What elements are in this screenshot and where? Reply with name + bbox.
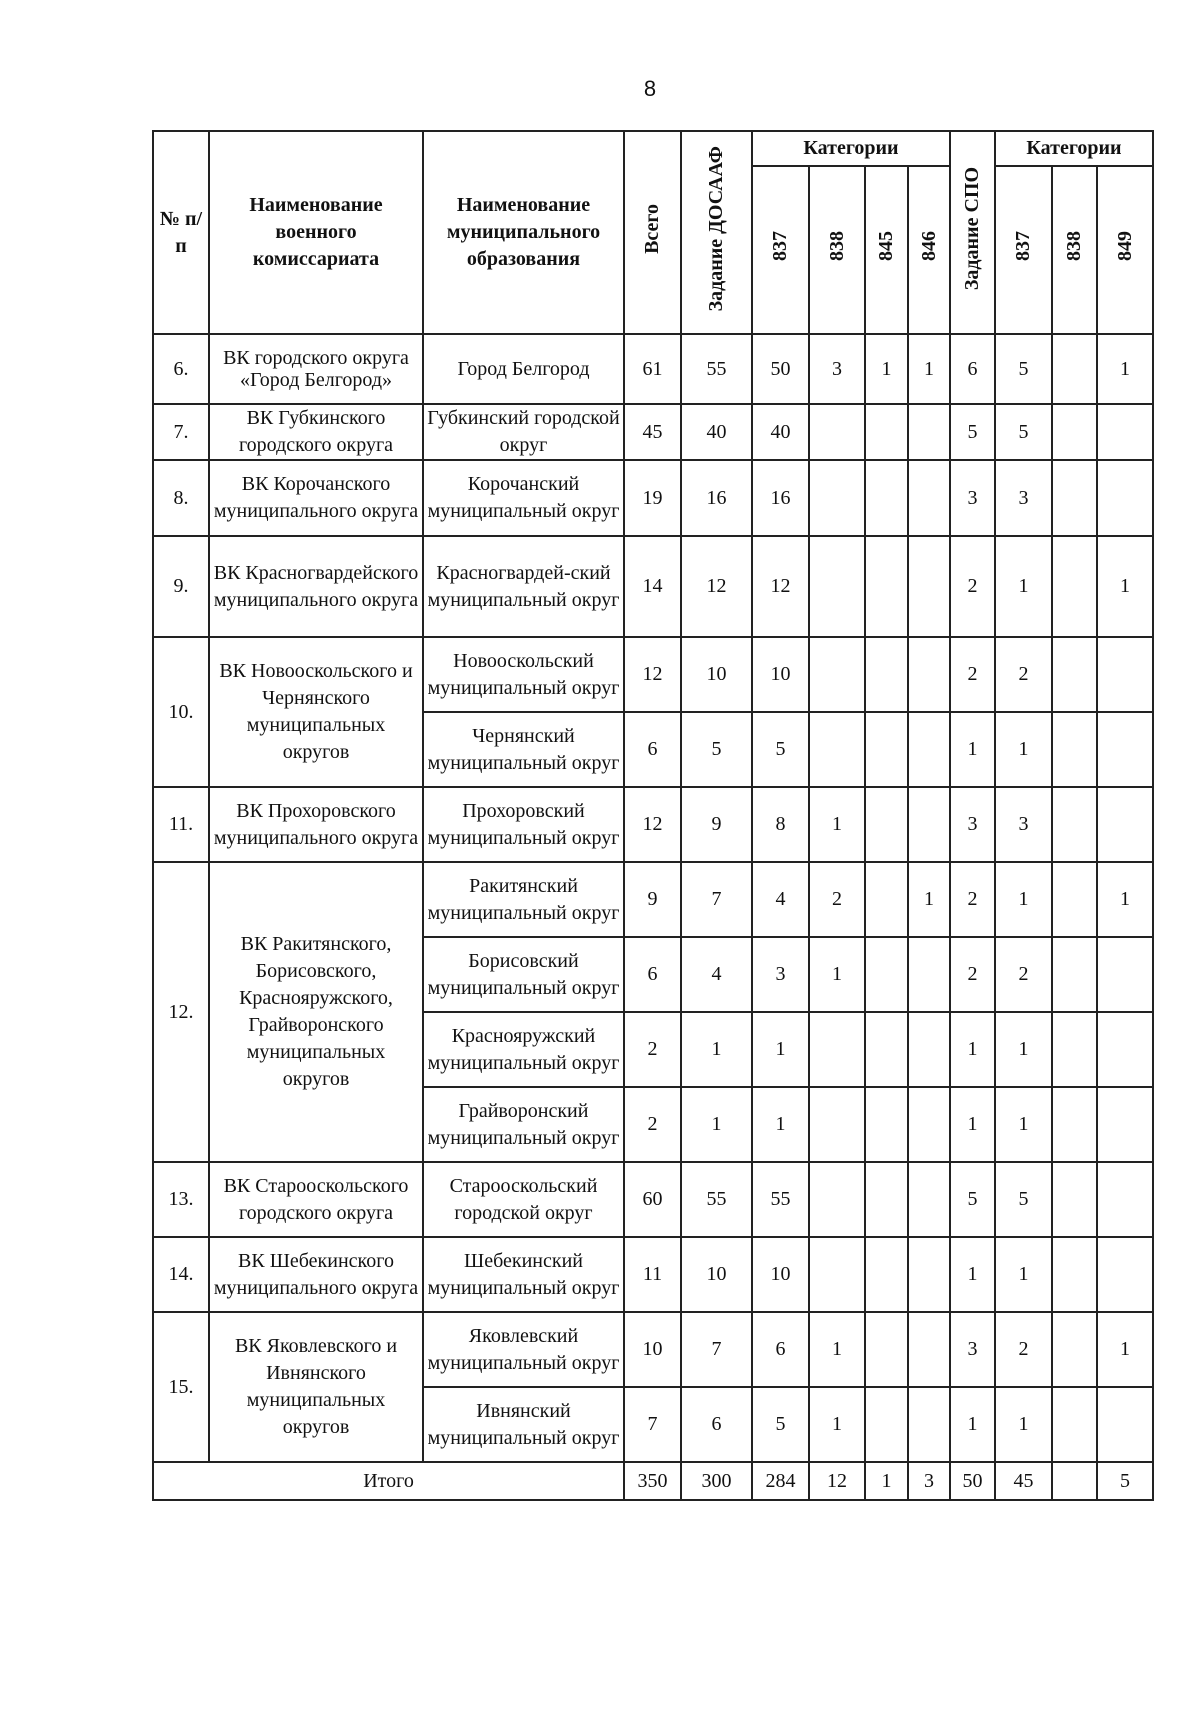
cell-spo: 1 — [950, 1387, 995, 1462]
vk-name: ВК Губкинского городского округа — [209, 404, 423, 460]
cell-s838 — [1052, 1237, 1097, 1312]
cell-c846 — [908, 404, 950, 460]
row-number: 7. — [153, 404, 209, 460]
cell-c837: 12 — [752, 536, 809, 637]
cell-s838 — [1052, 460, 1097, 536]
mo-name: Красногвардей-ский муниципальный округ — [423, 536, 624, 637]
cell-c838: 1 — [809, 1312, 865, 1387]
totals-label: Итого — [153, 1462, 624, 1500]
header-total — [624, 131, 681, 334]
cell-s849 — [1097, 712, 1153, 787]
vk-name: ВК Прохоровского муниципального округа — [209, 787, 423, 862]
total-total: 350 — [624, 1462, 681, 1500]
cell-spo: 2 — [950, 937, 995, 1012]
cell-c846 — [908, 536, 950, 637]
cell-total: 2 — [624, 1087, 681, 1162]
cell-c845 — [865, 787, 908, 862]
cell-total: 45 — [624, 404, 681, 460]
cell-s838 — [1052, 637, 1097, 712]
cell-c838: 3 — [809, 334, 865, 404]
cell-dosaaf: 55 — [681, 1162, 752, 1237]
cell-spo: 2 — [950, 637, 995, 712]
mo-name: Краснояружский муниципальный округ — [423, 1012, 624, 1087]
cell-dosaaf: 10 — [681, 1237, 752, 1312]
cell-c837: 55 — [752, 1162, 809, 1237]
cell-c845 — [865, 404, 908, 460]
vk-name: ВК Корочанского муниципального округа — [209, 460, 423, 536]
header-dosaaf-categories: Категории — [752, 131, 950, 166]
cell-c845 — [865, 1087, 908, 1162]
table-row — [153, 1162, 1153, 1237]
cell-c837: 8 — [752, 787, 809, 862]
cell-s837: 1 — [995, 1237, 1052, 1312]
header-number: № п/п — [153, 131, 209, 334]
cell-s837: 3 — [995, 787, 1052, 862]
cell-s837: 5 — [995, 404, 1052, 460]
cell-c837: 6 — [752, 1312, 809, 1387]
cell-total: 10 — [624, 1312, 681, 1387]
cell-total: 9 — [624, 862, 681, 937]
cell-c846 — [908, 637, 950, 712]
cell-s849: 1 — [1097, 1312, 1153, 1387]
cell-spo: 2 — [950, 862, 995, 937]
cell-dosaaf: 10 — [681, 637, 752, 712]
cell-c837: 5 — [752, 1387, 809, 1462]
cell-total: 14 — [624, 536, 681, 637]
cell-s837: 5 — [995, 334, 1052, 404]
cell-spo: 1 — [950, 712, 995, 787]
cell-total: 11 — [624, 1237, 681, 1312]
cell-s838 — [1052, 1387, 1097, 1462]
table-row — [153, 404, 1153, 460]
total-s849: 5 — [1097, 1462, 1153, 1500]
total-c838: 12 — [809, 1462, 865, 1500]
cell-s849: 1 — [1097, 536, 1153, 637]
cell-c837: 40 — [752, 404, 809, 460]
vk-name: ВК Новооскольского и Чернянского муниципальных округов — [209, 637, 423, 787]
header-dosaaf-task — [681, 131, 752, 334]
cell-c837: 10 — [752, 1237, 809, 1312]
vk-name: ВК Шебекинского муниципального округа — [209, 1237, 423, 1312]
header-category-label: 845 — [875, 231, 897, 261]
cell-s838 — [1052, 334, 1097, 404]
cell-spo: 1 — [950, 1237, 995, 1312]
mo-name: Ивнянский муниципальный округ — [423, 1387, 624, 1462]
cell-s849 — [1097, 637, 1153, 712]
cell-s837: 2 — [995, 1312, 1052, 1387]
cell-dosaaf: 5 — [681, 712, 752, 787]
vk-name: ВК Красногвардейского муниципального округа — [209, 536, 423, 637]
header-category-label: 837 — [769, 231, 791, 261]
recruitment-table — [152, 130, 1154, 1501]
cell-c838 — [809, 460, 865, 536]
row-number: 11. — [153, 787, 209, 862]
header-dosaaf-task-label: Задание ДОСААФ — [705, 145, 727, 312]
cell-s838 — [1052, 536, 1097, 637]
cell-c838 — [809, 637, 865, 712]
header-mo-name: Наименование муниципального образования — [423, 131, 624, 334]
cell-s838 — [1052, 1012, 1097, 1087]
cell-c837: 1 — [752, 1087, 809, 1162]
cell-c837: 16 — [752, 460, 809, 536]
cell-c838 — [809, 404, 865, 460]
table-row — [153, 1312, 1153, 1387]
mo-name: Грайворонский муниципальный округ — [423, 1087, 624, 1162]
header-category — [865, 166, 908, 334]
cell-s837: 1 — [995, 536, 1052, 637]
cell-c846 — [908, 1012, 950, 1087]
cell-c845 — [865, 1012, 908, 1087]
mo-name: Яковлевский муниципальный округ — [423, 1312, 624, 1387]
cell-c845 — [865, 1162, 908, 1237]
cell-c846 — [908, 1237, 950, 1312]
table-row — [153, 1237, 1153, 1312]
cell-s849 — [1097, 1162, 1153, 1237]
cell-spo: 5 — [950, 1162, 995, 1237]
total-c845: 1 — [865, 1462, 908, 1500]
cell-dosaaf: 16 — [681, 460, 752, 536]
cell-s838 — [1052, 787, 1097, 862]
table-row — [153, 637, 1153, 712]
cell-c845 — [865, 1237, 908, 1312]
header-category — [752, 166, 809, 334]
cell-c845: 1 — [865, 334, 908, 404]
cell-s837: 2 — [995, 637, 1052, 712]
cell-c846 — [908, 712, 950, 787]
cell-c846 — [908, 1312, 950, 1387]
total-dosaaf: 300 — [681, 1462, 752, 1500]
cell-c837: 10 — [752, 637, 809, 712]
cell-c838: 2 — [809, 862, 865, 937]
cell-c845 — [865, 460, 908, 536]
mo-name: Шебекинский муниципальный округ — [423, 1237, 624, 1312]
header-category-label: 837 — [1012, 231, 1034, 261]
cell-c845 — [865, 1312, 908, 1387]
totals-row — [153, 1462, 1153, 1500]
cell-total: 7 — [624, 1387, 681, 1462]
cell-s849 — [1097, 937, 1153, 1012]
header-category — [908, 166, 950, 334]
cell-s837: 2 — [995, 937, 1052, 1012]
header-category-label: 846 — [917, 231, 940, 261]
cell-total: 2 — [624, 1012, 681, 1087]
total-s838 — [1052, 1462, 1097, 1500]
vk-name: ВК Старооскольского городского округа — [209, 1162, 423, 1237]
table-row — [153, 334, 1153, 404]
row-number: 8. — [153, 460, 209, 536]
cell-c838 — [809, 712, 865, 787]
cell-c845 — [865, 862, 908, 937]
total-c846: 3 — [908, 1462, 950, 1500]
cell-c838: 1 — [809, 937, 865, 1012]
cell-dosaaf: 7 — [681, 1312, 752, 1387]
cell-c845 — [865, 712, 908, 787]
header-category — [1097, 166, 1153, 334]
cell-s849 — [1097, 787, 1153, 862]
cell-spo: 6 — [950, 334, 995, 404]
cell-s838 — [1052, 1312, 1097, 1387]
cell-c838: 1 — [809, 1387, 865, 1462]
cell-s849 — [1097, 460, 1153, 536]
cell-c838 — [809, 1237, 865, 1312]
cell-c838 — [809, 536, 865, 637]
cell-c845 — [865, 637, 908, 712]
cell-s849 — [1097, 1012, 1153, 1087]
vk-name: ВК Яковлевского и Ивнянского муниципальных округов — [209, 1312, 423, 1462]
header-category — [1052, 166, 1097, 334]
row-number: 13. — [153, 1162, 209, 1237]
table-row — [153, 862, 1153, 937]
cell-total: 6 — [624, 712, 681, 787]
mo-name: Ракитянский муниципальный округ — [423, 862, 624, 937]
vk-name: ВК Ракитянского, Борисовского, Краснояружского, Грайворонского муниципальных округов — [209, 862, 423, 1162]
cell-total: 60 — [624, 1162, 681, 1237]
cell-c838 — [809, 1012, 865, 1087]
cell-c846 — [908, 460, 950, 536]
cell-s849: 1 — [1097, 862, 1153, 937]
cell-spo: 3 — [950, 1312, 995, 1387]
cell-spo: 3 — [950, 460, 995, 536]
cell-s837: 5 — [995, 1162, 1052, 1237]
cell-s849 — [1097, 1237, 1153, 1312]
total-s837: 45 — [995, 1462, 1052, 1500]
cell-s849 — [1097, 404, 1153, 460]
cell-spo: 2 — [950, 536, 995, 637]
cell-total: 12 — [624, 637, 681, 712]
row-number: 6. — [153, 334, 209, 404]
cell-s838 — [1052, 404, 1097, 460]
cell-spo: 5 — [950, 404, 995, 460]
cell-s837: 1 — [995, 1012, 1052, 1087]
cell-dosaaf: 1 — [681, 1012, 752, 1087]
cell-c846 — [908, 1087, 950, 1162]
total-spo: 50 — [950, 1462, 995, 1500]
mo-name: Город Белгород — [423, 334, 624, 404]
header-spo-task — [950, 131, 995, 334]
cell-c838 — [809, 1162, 865, 1237]
cell-s849 — [1097, 1387, 1153, 1462]
header-category-label: 838 — [1063, 231, 1085, 261]
cell-c837: 1 — [752, 1012, 809, 1087]
vk-name: ВК городского округа «Город Белгород» — [209, 334, 423, 404]
header-category-label: 838 — [825, 231, 848, 261]
cell-c837: 4 — [752, 862, 809, 937]
cell-s837: 1 — [995, 1387, 1052, 1462]
cell-dosaaf: 55 — [681, 334, 752, 404]
cell-s849 — [1097, 1087, 1153, 1162]
cell-total: 6 — [624, 937, 681, 1012]
header-total-label: Всего — [641, 203, 663, 254]
cell-s837: 1 — [995, 712, 1052, 787]
row-number: 12. — [153, 862, 209, 1162]
row-number: 14. — [153, 1237, 209, 1312]
cell-total: 61 — [624, 334, 681, 404]
cell-spo: 3 — [950, 787, 995, 862]
table-row — [153, 787, 1153, 862]
cell-c845 — [865, 536, 908, 637]
cell-c837: 3 — [752, 937, 809, 1012]
cell-total: 12 — [624, 787, 681, 862]
cell-s849: 1 — [1097, 334, 1153, 404]
cell-s838 — [1052, 712, 1097, 787]
cell-dosaaf: 4 — [681, 937, 752, 1012]
cell-dosaaf: 6 — [681, 1387, 752, 1462]
cell-c838: 1 — [809, 787, 865, 862]
mo-name: Новооскольский муниципальный округ — [423, 637, 624, 712]
header-spo-task-label: Задание СПО — [961, 166, 983, 291]
header-category — [995, 166, 1052, 334]
cell-s837: 3 — [995, 460, 1052, 536]
row-number: 15. — [153, 1312, 209, 1462]
cell-spo: 1 — [950, 1012, 995, 1087]
table-row — [153, 536, 1153, 637]
cell-s838 — [1052, 1087, 1097, 1162]
mo-name: Старооскольский городской округ — [423, 1162, 624, 1237]
cell-dosaaf: 7 — [681, 862, 752, 937]
cell-c846: 1 — [908, 862, 950, 937]
page-number: 8 — [643, 76, 657, 101]
cell-c846 — [908, 787, 950, 862]
cell-dosaaf: 9 — [681, 787, 752, 862]
header-spo-categories: Категории — [995, 131, 1153, 166]
cell-dosaaf: 12 — [681, 536, 752, 637]
cell-s837: 1 — [995, 862, 1052, 937]
cell-s837: 1 — [995, 1087, 1052, 1162]
total-c837: 284 — [752, 1462, 809, 1500]
cell-c845 — [865, 937, 908, 1012]
mo-name: Корочанский муниципальный округ — [423, 460, 624, 536]
cell-c846 — [908, 1387, 950, 1462]
cell-c846 — [908, 1162, 950, 1237]
cell-s838 — [1052, 1162, 1097, 1237]
row-number: 10. — [153, 637, 209, 787]
cell-s838 — [1052, 862, 1097, 937]
cell-c846: 1 — [908, 334, 950, 404]
mo-name: Чернянский муниципальный округ — [423, 712, 624, 787]
header-category — [809, 166, 865, 334]
cell-total: 19 — [624, 460, 681, 536]
cell-dosaaf: 1 — [681, 1087, 752, 1162]
cell-spo: 1 — [950, 1087, 995, 1162]
cell-dosaaf: 40 — [681, 404, 752, 460]
table-body — [153, 334, 1153, 1500]
cell-c846 — [908, 937, 950, 1012]
table-row — [153, 460, 1153, 536]
header-category-label: 849 — [1113, 231, 1136, 261]
cell-c838 — [809, 1087, 865, 1162]
row-number: 9. — [153, 536, 209, 637]
cell-c837: 50 — [752, 334, 809, 404]
cell-c837: 5 — [752, 712, 809, 787]
mo-name: Прохоровский муниципальный округ — [423, 787, 624, 862]
mo-name: Губкинский городской округ — [423, 404, 624, 460]
mo-name: Борисовский муниципальный округ — [423, 937, 624, 1012]
cell-s838 — [1052, 937, 1097, 1012]
cell-c845 — [865, 1387, 908, 1462]
header-vk-name: Наименование военного комиссариата — [209, 131, 423, 334]
